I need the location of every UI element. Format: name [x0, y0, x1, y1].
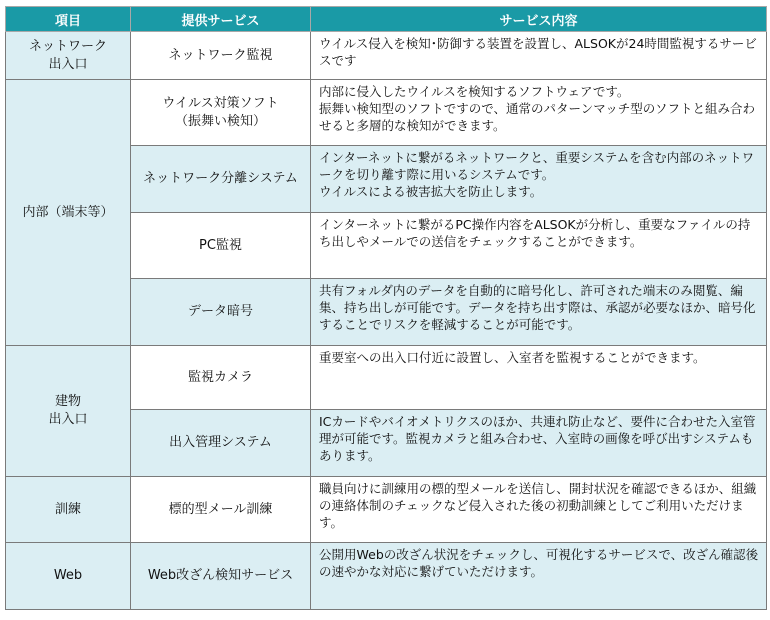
table-row	[6, 477, 767, 543]
description-cell	[311, 346, 767, 410]
security-services-table	[5, 6, 767, 610]
header-row	[6, 7, 767, 32]
table-body	[6, 32, 767, 610]
description-cell	[311, 410, 767, 477]
service-cell: 出入管理システム	[131, 410, 311, 477]
service-cell: Web改ざん検知サービス	[131, 543, 311, 610]
header-service: 提供サービス	[131, 7, 311, 32]
description-line: 共有フォルダ内のデータを自動的に暗号化し、許可された端末のみ閲覧、編集、持ち出しが可能です。データを持ち出す際は、承認が必要なほか、暗号化することでリスクを軽減することが可能です。	[319, 283, 756, 332]
service-cell: 監視カメラ	[131, 346, 311, 410]
description-cell	[311, 213, 767, 279]
category-cell: 建物 出入口	[6, 346, 131, 477]
service-cell: データ暗号	[131, 279, 311, 346]
description-line: インターネットに繋がるネットワークと、重要システムを含む内部のネットワークを切り離す際に用いるシステムです。	[319, 150, 755, 182]
table-row	[6, 32, 767, 80]
service-cell: 標的型メール訓練	[131, 477, 311, 543]
description-cell	[311, 279, 767, 346]
header-item: 項目	[6, 7, 131, 32]
description-line: ICカードやバイオメトリクスのほか、共連れ防止など、要件に合わせた入室管理が可能です。監視カメラと組み合わせ、入室時の画像を呼び出すシステムもあります。	[319, 414, 756, 463]
description-line: ウイルス侵入を検知･防御する装置を設置し、ALSOKが24時間監視するサービスです	[319, 36, 757, 68]
table-row	[6, 346, 767, 410]
service-cell: ネットワーク監視	[131, 32, 311, 80]
description-line: 振舞い検知型のソフトですので、通常のパターンマッチ型のソフトと組み合わせると多層的な検知ができます。	[319, 101, 756, 133]
service-cell: PC監視	[131, 213, 311, 279]
description-line: ウイルスによる被害拡大を防止します。	[319, 184, 543, 199]
description-cell	[311, 543, 767, 610]
category-cell: 内部（端末等）	[6, 80, 131, 346]
header-content: サービス内容	[311, 7, 767, 32]
description-line: 内部に侵入したウイルスを検知するソフトウェアです。	[319, 84, 630, 99]
description-cell	[311, 477, 767, 543]
description-line: 重要室への出入口付近に設置し、入室者を監視することができます。	[319, 350, 706, 365]
description-cell	[311, 80, 767, 146]
category-cell: 訓練	[6, 477, 131, 543]
table-row	[6, 543, 767, 610]
description-line: 職員向けに訓練用の標的型メールを送信し、開封状況を確認できるほか、組織の連絡体制のチェックなど侵入された後の初動訓練としてご利用いただけます。	[319, 481, 757, 530]
service-cell: ネットワーク分離システム	[131, 146, 311, 213]
service-cell: ウイルス対策ソフト （振舞い検知）	[131, 80, 311, 146]
category-cell: ネットワーク 出入口	[6, 32, 131, 80]
description-line: インターネットに繋がるPC操作内容をALSOKが分析し、重要なファイルの持ち出しやメールでの送信をチェックすることができます。	[319, 217, 751, 249]
description-cell	[311, 32, 767, 80]
category-cell: Web	[6, 543, 131, 610]
table-row	[6, 80, 767, 146]
description-cell	[311, 146, 767, 213]
description-line: 公開用Webの改ざん状況をチェックし、可視化するサービスで、改ざん確認後の速やかな対応に繋げていただけます。	[319, 547, 759, 579]
